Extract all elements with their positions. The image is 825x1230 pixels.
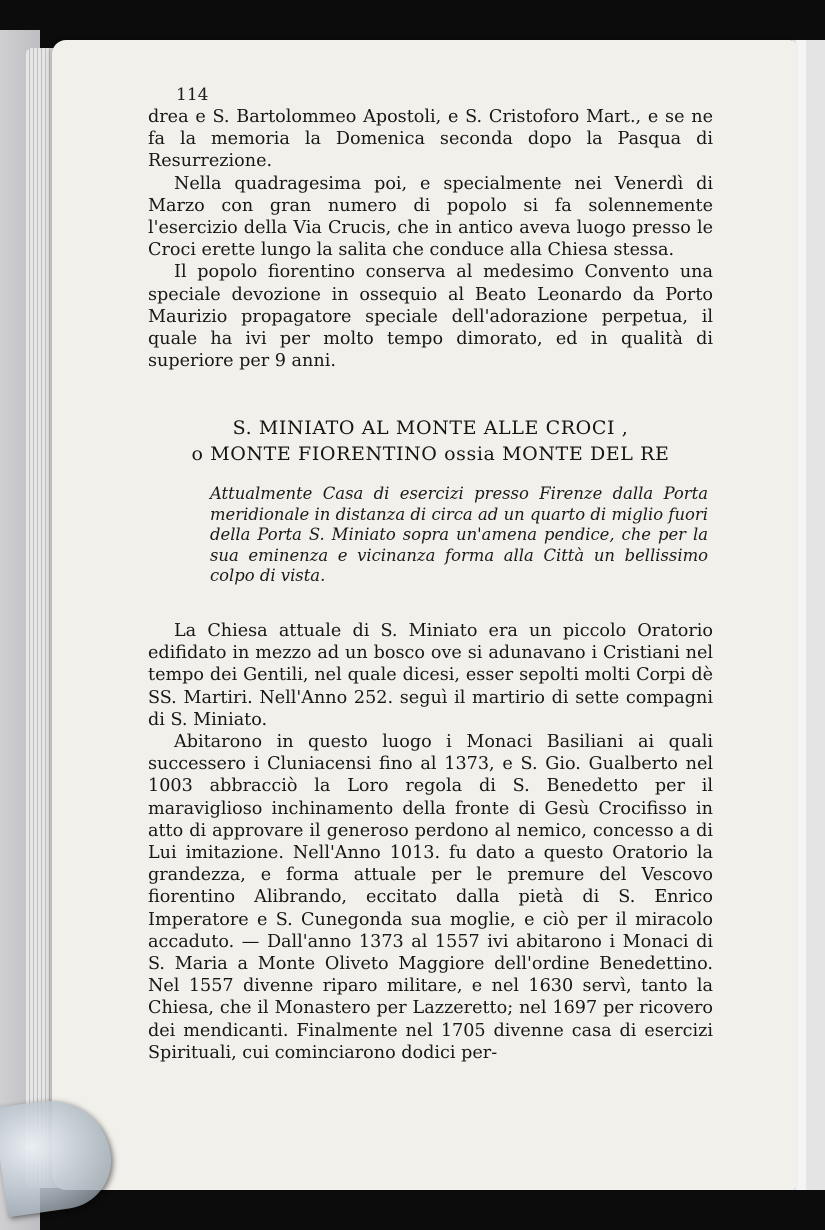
section-subtitle: Attualmente Casa di esercizi presso Firenze dalla Porta meridionale in distanza di circa ad un quarto di miglio fuori della Porta S. Miniato sopra un'amena pendice, che per la sua eminenza e vicinanza forma alla Città un bellissimo colpo di vista. [210,484,708,586]
paragraph-quadragesima: Nella quadragesima poi, e specialmente nei Venerdì di Marzo con gran numero di popolo si fa solennemente l'esercizio della Via Crucis, che in antico aveva luogo presso le Croci erette lungo la salita che conduce alla Chiesa stessa. [148,173,713,261]
top-body-text [148,106,713,372]
paragraph-continuation: drea e S. Bartolommeo Apostoli, e S. Cristoforo Mart., e se ne fa la memoria la Domenica seconda dopo la Pasqua di Resurrezione. [148,107,713,172]
section-heading-line2: o MONTE FIORENTINO ossia MONTE DEL RE [191,443,670,465]
paragraph-chiesa-attuale: La Chiesa attuale di S. Miniato era un piccolo Oratorio edifidato in mezzo ad un bosco ove si adunavano i Cristiani nel tempo dei Gentili, nel quale dicesi, esser sepolti molti Corpi dè SS. Martiri. Nell'Anno 252. seguì il martirio di sette compagni di S. Miniato. [148,621,713,730]
paragraph-popolo-fiorentino: Il popolo fiorentino conserva al medesimo Convento una speciale devozione in ossequio al Beato Leonardo da Porto Maurizio propagatore speciale dell'adorazione perpetua, il quale ha ivi per molto tempo dimorato, ed in qualità di superiore per 9 anni. [148,262,713,372]
page-number: 114 [176,85,209,105]
bottom-body-text [148,620,713,1064]
paragraph-abitarono: Abitarono in questo luogo i Monaci Basiliani ai quali successero i Cluniacensi fino al 1373, e S. Gio. Gualberto nel 1003 abbracciò la Loro regola di S. Benedetto per il maraviglioso inchinamento della fronte di Gesù Crocifisso in atto di approvare il generoso perdono al nemico, concesso a di Lui imitazione. Nell'Anno 1013. fu dato a questo Oratorio la grandezza, e forma attuale per le premure del Vescovo fiorentino Alibrando, eccitato dalla pietà di S. Enrico Imperatore e S. Cunegonda sua moglie, e ciò per il miracolo accaduto. — Dall'anno 1373 al 1557 ivi abitarono i Monaci di S. Maria a Monte Oliveto Maggiore dell'ordine Benedettino. Nel 1557 divenne riparo militare, e nel 1630 servì, tanto la Chiesa, che il Monastero per Lazzeretto; nel 1697 per ricovero dei mendicanti. Finalmente nel 1705 divenne casa di esercizi Spirituali, cui cominciarono dodici per- [148,732,713,1063]
right-page-strip [796,40,806,1190]
section-heading-line1: S. MINIATO AL MONTE ALLE CROCI , [232,417,629,439]
